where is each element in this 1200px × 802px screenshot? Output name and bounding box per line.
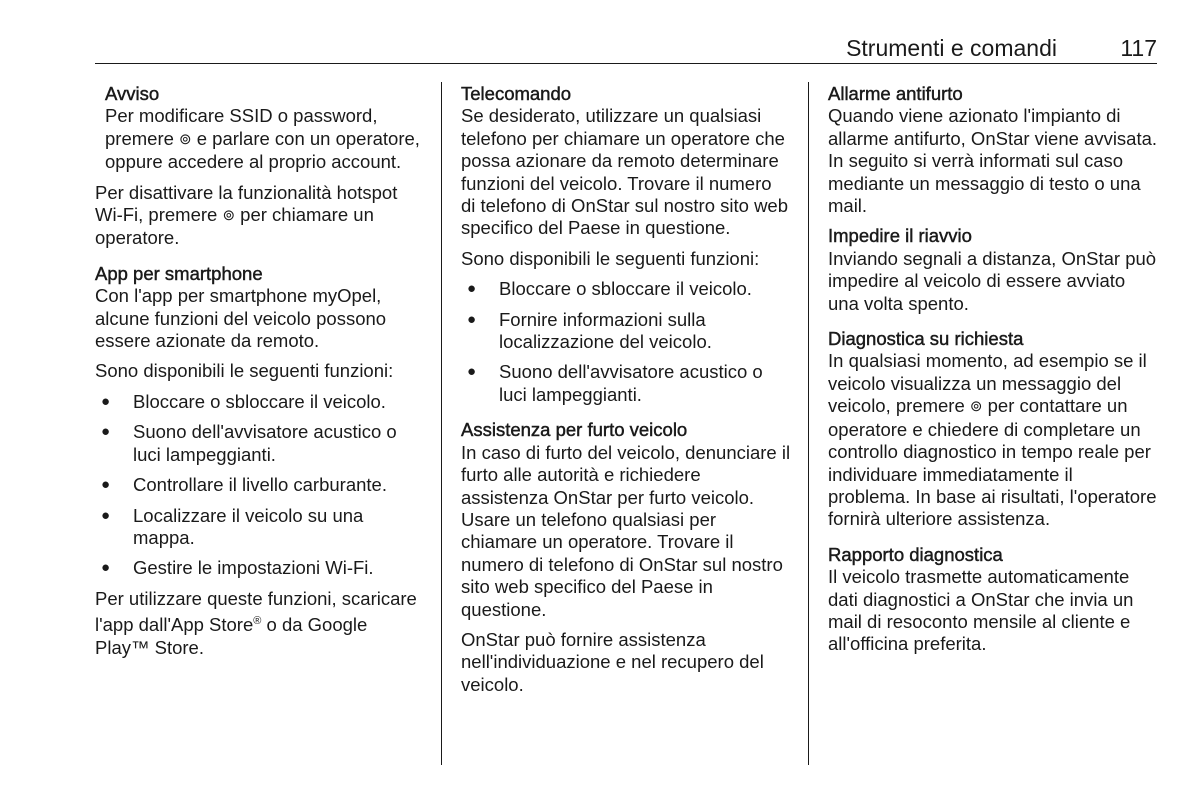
alarm-heading: Allarme antifurto	[828, 83, 963, 104]
list-item: ● Controllare il livello carburante.	[95, 474, 425, 496]
diagnostics-text: In qualsiasi momento, ad esempio se il veicolo visualizza un messaggio del veicolo, premere ⊚ per contattare un operatore e chiedere di completare un controllo diagnostico in tempo reale per individuare immediatamente il problema. In base ai risultati, l'operatore fornirà ulteriore assistenza.	[828, 350, 1157, 530]
theft-text: In caso di furto del veicolo, denunciare il furto alle autorità e richiedere assistenza OnStar per furto veicolo. Usare un telefono qualsiasi per chiamare un operatore. Trovare il numero di telefono di OnStar sul nostro sito web specifico del Paese in questione.	[461, 441, 791, 620]
note-box	[95, 83, 425, 174]
available-functions-text: Sono disponibili le seguenti funzioni:	[95, 360, 394, 382]
report-heading: Rapporto diagnostica	[828, 543, 1003, 565]
remote-text: Se desiderato, utilizzare un qualsiasi telefono per chiamare un operatore che possa azionare da remoto determinare funzioni del veicolo. Trovare il numero di telefono di OnStar sul nostro sito web specifico del Paese in questione.	[461, 105, 789, 239]
column-divider-1	[441, 82, 442, 765]
app-heading: App per smartphone	[95, 262, 263, 284]
onstar-button-icon: ⊚	[179, 130, 192, 148]
app-text: Con l'app per smartphone myOpel, alcune funzioni del veicolo possono essere azionate da remoto.	[95, 285, 387, 352]
note-text: Per modificare SSID o password, premere ⊚ e parlare con un operatore, oppure accedere al proprio account.	[105, 105, 420, 173]
column-2	[461, 83, 791, 696]
app-function-list	[95, 391, 425, 580]
list-item: ● Gestire le impostazioni Wi-Fi.	[95, 557, 425, 579]
onstar-button-icon: ⊚	[222, 207, 236, 225]
list-item: ● Bloccare o sbloccare il veicolo.	[461, 278, 791, 300]
list-item: ● Suono dell'avvisatore acustico o luci lampeggianti.	[95, 421, 425, 466]
theft-heading: Assistenza per furto veicolo	[461, 419, 688, 441]
page-header-title: Strumenti e comandi	[846, 35, 1057, 61]
onstar-button-icon: ⊚	[969, 398, 983, 416]
list-item: ● Localizzare il veicolo su una mappa.	[95, 505, 425, 550]
available-functions-text: Sono disponibili le seguenti funzioni:	[461, 247, 760, 269]
header-rule	[95, 63, 1157, 64]
column-1	[95, 83, 425, 659]
remote-heading: Telecomando	[461, 83, 572, 104]
remote-function-list	[461, 278, 791, 406]
note-heading: Avviso	[105, 83, 160, 104]
download-app-text: Per utilizzare queste funzioni, scaricare l'app dall'App Store® o da Google Play™ Store.	[95, 587, 417, 658]
recovery-text: OnStar può fornire assistenza nell'individuazione e nel recupero del veicolo.	[461, 628, 764, 695]
column-divider-2	[808, 82, 809, 765]
registered-mark: ®	[253, 615, 262, 628]
column-3	[828, 83, 1158, 656]
alarm-text: Quando viene azionato l'impianto di allarme antifurto, OnStar viene avvisata. In seguito si verrà informati sul caso mediante un messaggio di testo o una mail.	[828, 105, 1158, 217]
restart-text: Inviando segnali a distanza, OnStar può impedire al veicolo di essere avviato una volta spento.	[828, 247, 1157, 314]
list-item: ● Bloccare o sbloccare il veicolo.	[95, 391, 425, 413]
page-number: 117	[1120, 35, 1157, 61]
restart-heading: Impedire il riavvio	[828, 225, 972, 247]
disable-hotspot-text: Per disattivare la funzionalità hotspot Wi-Fi, premere ⊚ per chiamare un operatore.	[95, 181, 398, 249]
list-item: ● Suono dell'avvisatore acustico o luci lampeggianti.	[461, 361, 791, 406]
diagnostics-heading: Diagnostica su richiesta	[828, 328, 1024, 350]
report-text: Il veicolo trasmette automaticamente dati diagnostici a OnStar che invia un mail di resoconto mensile al cliente e all'officina preferita.	[828, 566, 1134, 655]
list-item: ● Fornire informazioni sulla localizzazione del veicolo.	[461, 309, 791, 354]
